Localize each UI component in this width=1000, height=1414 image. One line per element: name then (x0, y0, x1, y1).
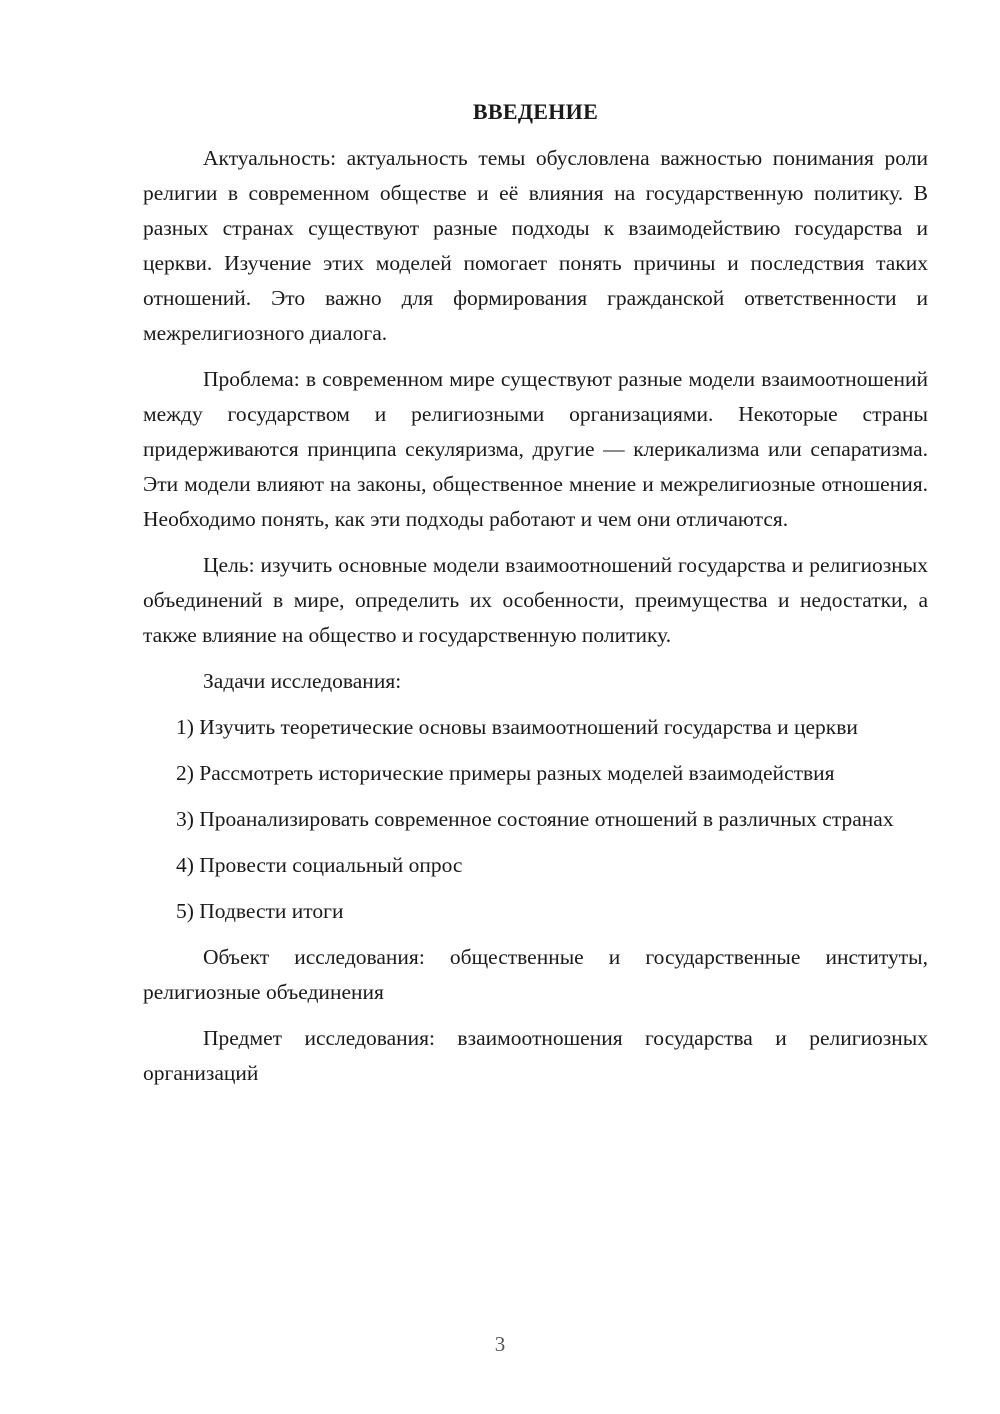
goal-paragraph: Цель: изучить основные модели взаимоотношений государства и религиозных объединений в мире, определить их особенности, преимущества и недостатки, а также влияние на общество и государственную политику. (143, 553, 928, 647)
task-item-5: 5) Подвести итоги (176, 899, 344, 923)
section-title: ВВЕДЕНИЕ (472, 99, 599, 124)
relevance-paragraph: Актуальность: актуальность темы обусловлена важностью понимания роли религии в современном обществе и её влияния на государственную политику. В разных странах существуют разные подходы к взаимодействию государства и церкви. Изучение этих моделей помогает понять причины и последствия таких отношений. Это важно для формирования гражданской ответственности и межрелигиозного диалога. (143, 146, 928, 345)
document-page (143, 94, 928, 1102)
tasks-heading: Задачи исследования: (203, 669, 402, 693)
subject-paragraph: Предмет исследования: взаимоотношения государства и религиозных организаций (143, 1026, 928, 1085)
task-item-3: 3) Проанализировать современное состояние отношений в различных странах (176, 807, 894, 831)
page-number: 3 (494, 1332, 506, 1356)
tasks-list (143, 710, 928, 929)
task-item-1: 1) Изучить теоретические основы взаимоотношений государства и церкви (176, 715, 858, 739)
task-item-4: 4) Провести социальный опрос (176, 853, 463, 877)
problem-paragraph: Проблема: в современном мире существуют разные модели взаимоотношений между государством и религиозными организациями. Некоторые страны придерживаются принципа секуляризма, другие — клерикализма или сепаратизма. Эти модели влияют на законы, общественное мнение и межрелигиозные отношения. Необходимо понять, как эти подходы работают и чем они отличаются. (143, 367, 928, 531)
object-paragraph: Объект исследования: общественные и государственные институты, религиозные объединения (143, 945, 928, 1004)
task-item-2: 2) Рассмотреть исторические примеры разных моделей взаимодействия (176, 761, 835, 785)
